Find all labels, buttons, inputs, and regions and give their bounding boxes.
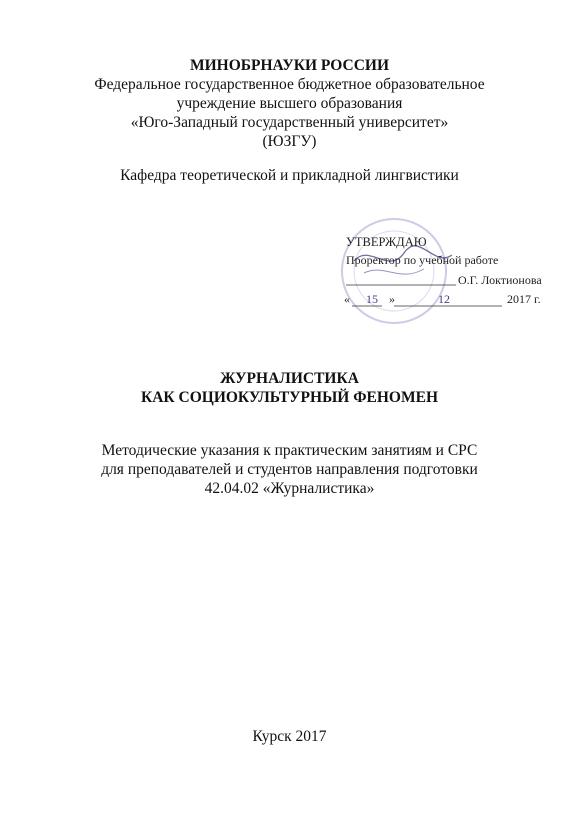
university-abbreviation: (ЮЗГУ) — [262, 133, 317, 150]
ministry-heading: МИНОБРНАУКИ РОССИИ — [189, 57, 390, 74]
date-day: 15 — [366, 292, 378, 306]
title-line-2: КАК СОЦИОКУЛЬТУРНЫЙ ФЕНОМЕН — [140, 389, 439, 406]
institution-line-1: Федеральное государственное бюджетное образовательное — [94, 76, 485, 93]
city-year: Курск 2017 — [252, 728, 327, 745]
approval-title: УТВЕРЖДАЮ — [346, 235, 427, 249]
approval-stamp — [334, 213, 554, 331]
date-quote-open: « — [344, 292, 350, 306]
approval-name: О.Г. Локтионова — [458, 273, 542, 287]
institution-line-2: учреждение высшего образования — [176, 95, 403, 112]
approval-role: Проректор по учебной работе — [346, 253, 499, 267]
date-month: 12 — [438, 292, 450, 306]
subtitle-line-2: для преподавателей и студентов направления подготовки — [101, 461, 478, 478]
department-name: Кафедра теоретической и прикладной лингвистики — [120, 167, 459, 184]
university-name: «Юго-Западный государственный университет» — [130, 114, 449, 131]
subtitle-line-3: 42.04.02 «Журналистика» — [204, 480, 375, 497]
date-year: 2017 г. — [507, 292, 541, 306]
title-line-1: ЖУРНАЛИСТИКА — [220, 370, 359, 387]
date-quote-close: » — [389, 292, 395, 306]
subtitle-line-1: Методические указания к практическим занятиям и СРС — [101, 442, 478, 459]
seal-icon — [334, 213, 554, 331]
